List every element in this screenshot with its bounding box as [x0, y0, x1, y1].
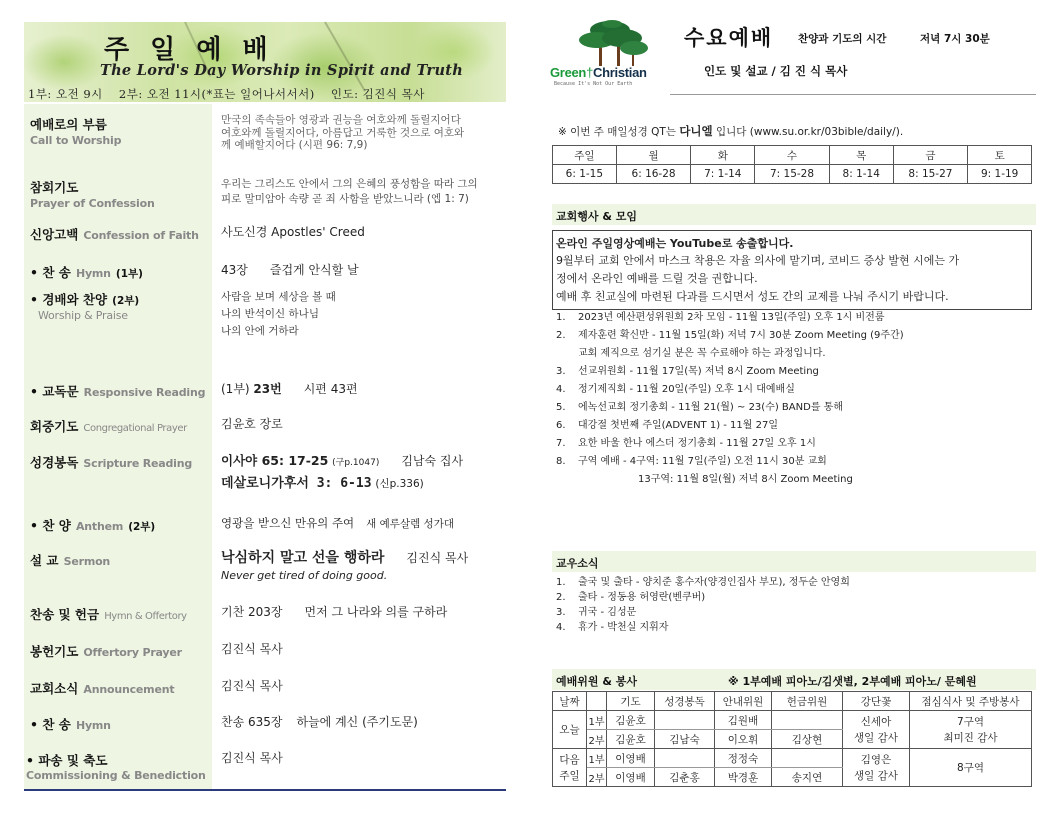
item-ko: 성경봉독 [30, 455, 79, 470]
item-content: 김진식 목사 [221, 751, 283, 765]
qt-passage: 7: 1-14 [691, 165, 755, 184]
item-number: 1. [556, 312, 566, 323]
item-ko: 예배로의 부름 [30, 117, 107, 132]
duty-usher: 김원배 [715, 711, 772, 730]
pianist-note: ※ 1부예배 피아노/김샛별, 2부예배 피아노/ 문혜원 [728, 675, 977, 688]
col-flowers: 강단꽃 [843, 692, 910, 711]
lunch-group: 7구역 [957, 715, 984, 728]
friends-item [556, 590, 850, 605]
cross-icon: † [586, 65, 594, 80]
branch-decoration [324, 22, 366, 92]
sunday-worship-page [24, 22, 506, 792]
item-content: 김윤호 장로 [221, 417, 283, 431]
qt-day: 토 [968, 146, 1032, 165]
item-number: 3. [556, 366, 566, 377]
hymn-number: 찬송 635장 [221, 715, 283, 729]
duty-part: 2부 [587, 730, 607, 749]
hymn-number: 기찬 203장 [221, 605, 283, 619]
sunday-subtitle: The Lord's Day Worship in Spirit and Truth [100, 62, 464, 79]
item-en: Scripture Reading [83, 457, 193, 470]
duty-offering: 김상현 [772, 730, 843, 749]
preacher: 김진식 목사 [406, 551, 469, 565]
event-item [556, 327, 1036, 363]
item-content: 께 예배할지어다 (시편 96: 7,9) [221, 139, 368, 151]
friends-heading: 교우소식 [552, 551, 1036, 572]
event-text: 선교위원회 - 11월 17일(목) 저녁 8시 Zoom Meeting [578, 366, 819, 377]
event-text: 대강절 첫번째 주일(ADVENT 1) - 11월 27일 [578, 420, 779, 431]
scripture-page: (신p.336) [375, 478, 424, 490]
logo-tagline: Because It's Not Our Earth [554, 81, 633, 87]
item-ko: 봉헌기도 [30, 644, 79, 659]
green-christian-logo [550, 20, 668, 92]
item-number: 2. [556, 592, 566, 603]
item-ko: 참회기도 [30, 180, 79, 195]
item-number: 1. [556, 577, 566, 588]
duty-flowers [843, 749, 910, 787]
choir-name: 새 예루살렘 성가대 [366, 518, 454, 530]
duty-part: 1부 [587, 749, 607, 768]
scripture-ref: 이사야 65: 17-25 [221, 453, 329, 468]
hymn-title: 먼저 그 나라와 의를 구하라 [304, 605, 448, 619]
duty-usher: 이오휘 [715, 730, 772, 749]
item-ko: • 교독문 [30, 384, 79, 399]
item-number: 4. [556, 384, 566, 395]
lunch-note: 최미진 감사 [943, 731, 998, 744]
hymn-title: 하늘에 계신 (주기도문) [296, 715, 418, 729]
wednesday-time: 저녁 7시 30분 [920, 33, 990, 45]
event-text: 2023년 예산편성위원회 2차 모임 - 11월 13일(주일) 오후 1시 비전룸 [578, 312, 885, 323]
service-leader: 인도: 김진식 목사 [330, 87, 425, 101]
item-content: 여호와께 돌릴지어다, 아름답고 거룩한 것으로 여호와 [221, 126, 465, 139]
event-item [556, 399, 1036, 417]
duty-row-today-1 [553, 711, 1032, 730]
online-worship-notice [552, 230, 1032, 310]
item-number: 7. [556, 438, 566, 449]
bottom-rule [24, 789, 506, 791]
sunday-banner [24, 22, 506, 102]
qt-passage: 8: 1-14 [829, 165, 893, 184]
duty-offering: 송지연 [772, 768, 843, 787]
duty-part: 2부 [587, 768, 607, 787]
item-en: Congregational Prayer [83, 423, 187, 434]
col-reading: 성경봉독 [655, 692, 715, 711]
item-ko: • 찬 송 [30, 717, 71, 732]
item-content: 사도신경 Apostles' Creed [221, 225, 365, 239]
duty-flowers [843, 711, 910, 749]
service-tag: (2부) [128, 521, 156, 533]
duty-lunch [910, 711, 1032, 749]
hymn-number: 43장 [221, 263, 248, 277]
item-en: Commissioning & Benediction [26, 769, 206, 782]
item-ko: • 찬 송 [30, 265, 71, 280]
qt-book: 다니엘 [679, 124, 713, 138]
duty-usher: 박경훈 [715, 768, 772, 787]
item-en: Prayer of Confession [30, 197, 155, 210]
song-title: 나의 안에 거하라 [221, 325, 299, 337]
duty-reading: 김춘홍 [655, 768, 715, 787]
event-text: 에녹선교회 정기총회 - 11월 21(월) ~ 23(수) BAND를 통해 [578, 402, 843, 413]
flowers-reason: 생일 감사 [854, 731, 898, 744]
col-usher: 안내위원 [715, 692, 772, 711]
duty-reading: 김남숙 [655, 730, 715, 749]
item-ko: 찬송 및 헌금 [30, 607, 100, 622]
duty-part: 1부 [587, 711, 607, 730]
qt-passage: 6: 1-15 [553, 165, 617, 184]
service1-time: 1부: 오전 9시 [28, 87, 103, 101]
scripture-page: (구p.1047) [332, 458, 380, 468]
qt-passage: 8: 15-27 [893, 165, 968, 184]
notice-line: 예배 후 친교실에 마련된 다과를 드시면서 성도 간의 교제를 나눠 주시기 바랍니다. [556, 290, 949, 303]
qt-day: 목 [829, 146, 893, 165]
col-date: 날짜 [553, 692, 587, 711]
qt-day: 주일 [553, 146, 617, 165]
item-content: 우리는 그리스도 안에서 그의 은혜의 풍성함을 따라 그의 [221, 178, 478, 190]
item-en: Hymn [75, 267, 111, 280]
service-times [28, 86, 437, 102]
event-item [556, 381, 1036, 399]
event-text: 제자훈련 확신반 - 11월 15일(화) 저녁 7시 30분 Zoom Meeting (9주간) [578, 330, 904, 341]
item-en: Announcement [83, 683, 175, 696]
col-prayer: 기도 [607, 692, 655, 711]
service-tag: (1부) [115, 268, 143, 280]
item-en: Hymn & Offertory [104, 611, 187, 622]
col-offering: 헌금위원 [772, 692, 843, 711]
friends-text: 휴가 - 박천실 지휘자 [578, 622, 669, 633]
event-text: 정기제직회 - 11월 20일(주일) 오후 1시 대예배실 [578, 384, 795, 395]
friends-news-list [556, 575, 850, 635]
service-tag: (2부) [112, 295, 140, 307]
qt-passages-row [553, 165, 1032, 184]
scripture-reader: 김남숙 집사 [401, 454, 464, 468]
qt-suffix: 입니다 (www.su.or.kr/03bible/daily/). [716, 126, 904, 138]
item-en: Anthem [75, 520, 124, 533]
duty-prayer: 이영배 [607, 749, 655, 768]
item-number: 5. [556, 402, 566, 413]
qt-passage: 6: 16-28 [616, 165, 691, 184]
qt-day: 화 [691, 146, 755, 165]
duty-offering [772, 711, 843, 730]
logo-green: Green [550, 65, 587, 80]
event-text: 요한 바울 한나 에스더 정기총회 - 11월 27일 오후 1시 [578, 438, 816, 449]
hymn-title: 즐겁게 안식할 날 [269, 263, 359, 277]
item-en: Sermon [63, 555, 111, 568]
notice-line: 9월부터 교회 안에서 마스크 착용은 자율 의사에 맡기며, 코비드 증상 발현 시에는 가 [556, 254, 960, 267]
flowers-donor: 김영은 [860, 753, 892, 766]
event-text: 구역 예배 - 4구역: 11월 7일(주일) 오전 11시 30분 교회 [578, 456, 827, 467]
events-list [556, 309, 1036, 489]
item-ko: 회중기도 [30, 419, 79, 434]
friends-item [556, 620, 850, 635]
duty-reading [655, 749, 715, 768]
event-item [556, 417, 1036, 435]
sunday-title: 주 일 예 배 [104, 35, 274, 65]
item-number: 3. [556, 607, 566, 618]
item-en: Offertory Prayer [83, 646, 182, 659]
duty-prayer: 이영배 [607, 768, 655, 787]
notice-line: 정에서 온라인 예배를 드릴 것을 권합니다. [556, 272, 758, 285]
notice-title: 온라인 주일영상예배는 YouTube로 송출합니다. [556, 237, 794, 250]
duty-prayer: 김윤호 [607, 711, 655, 730]
wednesday-title: 수요예배 [684, 26, 774, 50]
friends-text: 출타 - 정동용 허영란(벤쿠버) [578, 592, 706, 603]
event-item [556, 435, 1036, 453]
duty-offering [772, 749, 843, 768]
col-lunch: 점심식사 및 주방봉사 [910, 692, 1032, 711]
item-number: 6. [556, 420, 566, 431]
item-ko: 설 교 [30, 553, 59, 568]
item-en: Call to Worship [30, 134, 122, 147]
duty-heading-text: 예배위원 & 봉사 [556, 675, 638, 688]
item-ko: • 찬 양 [30, 518, 71, 533]
item-en: Worship & Praise [38, 309, 128, 322]
logo-christian: Christian [593, 65, 647, 80]
scripture-ref: 데살로니가후서 3: 6-13 [221, 476, 372, 491]
event-continuation: 교회 제직으로 섬기실 분은 꼭 수료해야 하는 과정입니다. [578, 348, 826, 359]
duty-header-row [553, 692, 1032, 711]
header-rule [670, 94, 1036, 95]
item-ko: 신앙고백 [30, 227, 79, 242]
song-title: 나의 반석이신 하나님 [221, 308, 319, 320]
item-content: 피로 말미암아 속량 곧 죄 사함을 받았느니라 (엡 1: 7) [221, 193, 469, 205]
qt-prefix: ※ 이번 주 매일성경 QT는 [558, 126, 676, 138]
duty-usher: 정정숙 [715, 749, 772, 768]
item-en: Confession of Faith [83, 229, 199, 242]
event-item [556, 453, 1036, 489]
duty-lunch: 8구역 [910, 749, 1032, 787]
friends-item [556, 605, 850, 620]
qt-day: 금 [893, 146, 968, 165]
item-number: 4. [556, 622, 566, 633]
duty-prayer: 김윤호 [607, 730, 655, 749]
duty-roster-table [552, 691, 1032, 787]
item-number: 2. [556, 330, 566, 341]
qt-schedule-table [552, 145, 1032, 184]
duty-reading [655, 711, 715, 730]
reading-number: 23번 [253, 382, 282, 396]
col-part [587, 692, 607, 711]
friends-item [556, 575, 850, 590]
wednesday-leader: 인도 및 설교 / 김 진 식 목사 [704, 64, 848, 78]
duty-row-next-1 [553, 749, 1032, 768]
item-content: 김진식 목사 [221, 642, 283, 656]
qt-passage: 9: 1-19 [968, 165, 1032, 184]
event-item [556, 309, 1036, 327]
sermon-title: 낙심하지 말고 선을 행하라 [221, 550, 385, 566]
song-title: 사람을 보며 세상을 볼 때 [221, 291, 336, 303]
item-en: Hymn [75, 719, 111, 732]
service2-time: 2부: 오전 11시(*표는 일어나서서서) [118, 87, 315, 101]
duty-date: 다음 주일 [553, 749, 587, 787]
tree-icon [572, 20, 652, 68]
item-number: 8. [556, 456, 566, 467]
flowers-donor: 신세아 [860, 715, 892, 728]
qt-passage: 7: 15-28 [755, 165, 830, 184]
logo-wordmark [550, 65, 647, 80]
announcements-page [550, 18, 1036, 798]
qt-day: 월 [616, 146, 691, 165]
sermon-subtitle-en: Never get tired of doing good. [221, 569, 388, 582]
order-of-worship [24, 104, 506, 789]
wednesday-subtitle: 찬양과 기도의 시간 [798, 33, 887, 45]
event-item [556, 363, 1036, 381]
service-tag: (1부) [221, 382, 250, 396]
event-continuation: 13구역: 11월 8일(월) 저녁 8시 Zoom Meeting [638, 474, 853, 485]
item-en: Responsive Reading [83, 386, 206, 399]
qt-notice [558, 123, 903, 139]
duty-heading [552, 669, 1036, 690]
reading-psalm: 시편 43편 [303, 382, 358, 396]
events-heading: 교회행사 & 모임 [552, 204, 1036, 225]
item-ko: • 파송 및 축도 [26, 753, 108, 768]
friends-text: 출국 및 출타 - 양치준 홍수자(양경인집사 부모), 정두순 안영희 [578, 577, 850, 588]
item-content: 만국의 족속들아 영광과 권능을 여호와께 돌릴지어다 [221, 114, 461, 126]
anthem-title: 영광을 받으신 만유의 주여 [221, 516, 355, 530]
qt-day: 수 [755, 146, 830, 165]
flowers-reason: 생일 감사 [854, 769, 898, 782]
item-ko: 교회소식 [30, 681, 79, 696]
friends-text: 귀국 - 김성문 [578, 607, 637, 618]
duty-date: 오늘 [553, 711, 587, 749]
item-content: 김진식 목사 [221, 679, 283, 693]
item-ko: • 경배와 찬양 [30, 292, 108, 307]
qt-days-row [553, 146, 1032, 165]
